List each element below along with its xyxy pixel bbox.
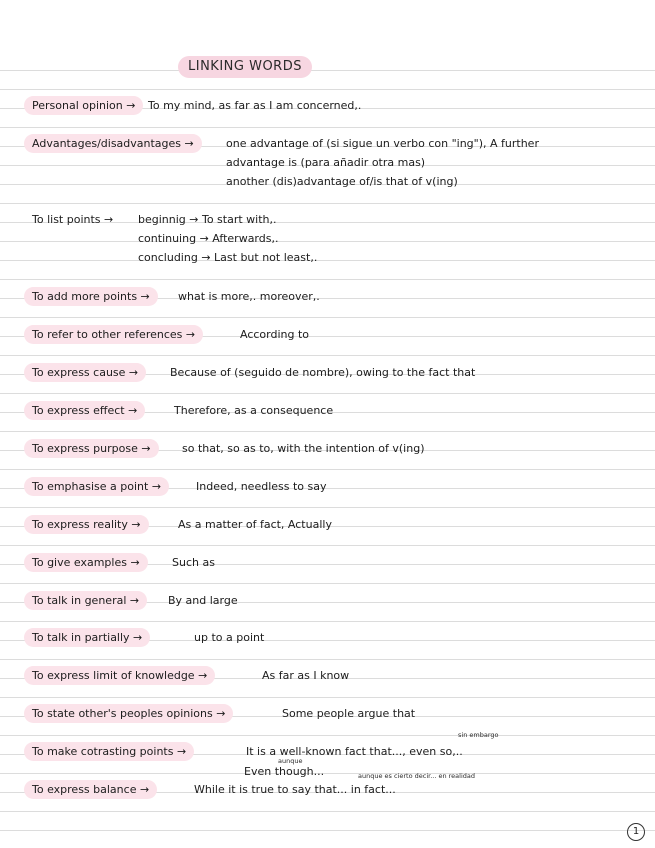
text-contrasting-line-2: Even though... xyxy=(244,765,325,778)
text-express-reality: As a matter of fact, Actually xyxy=(178,518,332,531)
label-express-effect: To express effect → xyxy=(24,401,145,420)
label-emphasise-point: To emphasise a point → xyxy=(24,477,169,496)
label-talk-general: To talk in general → xyxy=(24,591,147,610)
label-list-points: To list points → xyxy=(32,213,114,226)
text-emphasise-point: Indeed, needless to say xyxy=(196,480,327,493)
text-advantages-line-1: one advantage of (si sigue un verbo con "ing"), A further xyxy=(226,137,539,150)
note-sin-embargo: sin embargo xyxy=(458,731,499,739)
text-state-opinions: Some people argue that xyxy=(282,707,416,720)
text-limit-knowledge: As far as I know xyxy=(262,669,350,682)
label-limit-knowledge: To express limit of knowledge → xyxy=(24,666,215,685)
text-add-more-points: what is more,. moreover,. xyxy=(178,290,320,303)
label-add-more-points: To add more points → xyxy=(24,287,158,306)
page-number: 1 xyxy=(627,823,645,841)
label-express-balance: To express balance → xyxy=(24,780,157,799)
text-contrasting-line-1: It is a well-known fact that..., even so,.. xyxy=(246,745,463,758)
text-talk-general: By and large xyxy=(168,594,238,607)
text-express-purpose: so that, so as to, with the intention of v(ing) xyxy=(182,442,425,455)
label-give-examples: To give examples → xyxy=(24,553,148,572)
text-refer-references: According to xyxy=(240,328,310,341)
text-express-effect: Therefore, as a consequence xyxy=(174,404,334,417)
page-title: LINKING WORDS xyxy=(178,56,312,78)
label-advantages: Advantages/disadvantages → xyxy=(24,134,202,153)
text-list-line-2: continuing → Afterwards,. xyxy=(138,232,279,245)
text-list-line-3: concluding → Last but not least,. xyxy=(138,251,318,264)
text-express-balance: While it is true to say that... in fact... xyxy=(194,783,396,796)
note-aunque: aunque xyxy=(278,757,303,765)
text-personal-opinion: To my mind, as far as I am concerned,. xyxy=(148,99,362,112)
label-contrasting-points: To make cotrasting points → xyxy=(24,742,194,761)
text-advantages-line-3: another (dis)advantage of/is that of v(ing) xyxy=(226,175,458,188)
label-express-purpose: To express purpose → xyxy=(24,439,159,458)
text-list-line-1: beginnig → To start with,. xyxy=(138,213,277,226)
text-advantages-line-2: advantage is (para añadir otra mas) xyxy=(226,156,426,169)
label-personal-opinion: Personal opinion → xyxy=(24,96,143,115)
text-talk-partially: up to a point xyxy=(194,631,265,644)
label-talk-partially: To talk in partially → xyxy=(24,628,150,647)
label-express-cause: To express cause → xyxy=(24,363,146,382)
note-aunque-es-cierto: aunque es cierto decir... en realidad xyxy=(358,772,476,780)
label-state-opinions: To state other's peoples opinions → xyxy=(24,704,233,723)
label-refer-references: To refer to other references → xyxy=(24,325,203,344)
text-express-cause: Because of (seguido de nombre), owing to the fact that xyxy=(170,366,476,379)
text-give-examples: Such as xyxy=(172,556,215,569)
label-express-reality: To express reality → xyxy=(24,515,149,534)
